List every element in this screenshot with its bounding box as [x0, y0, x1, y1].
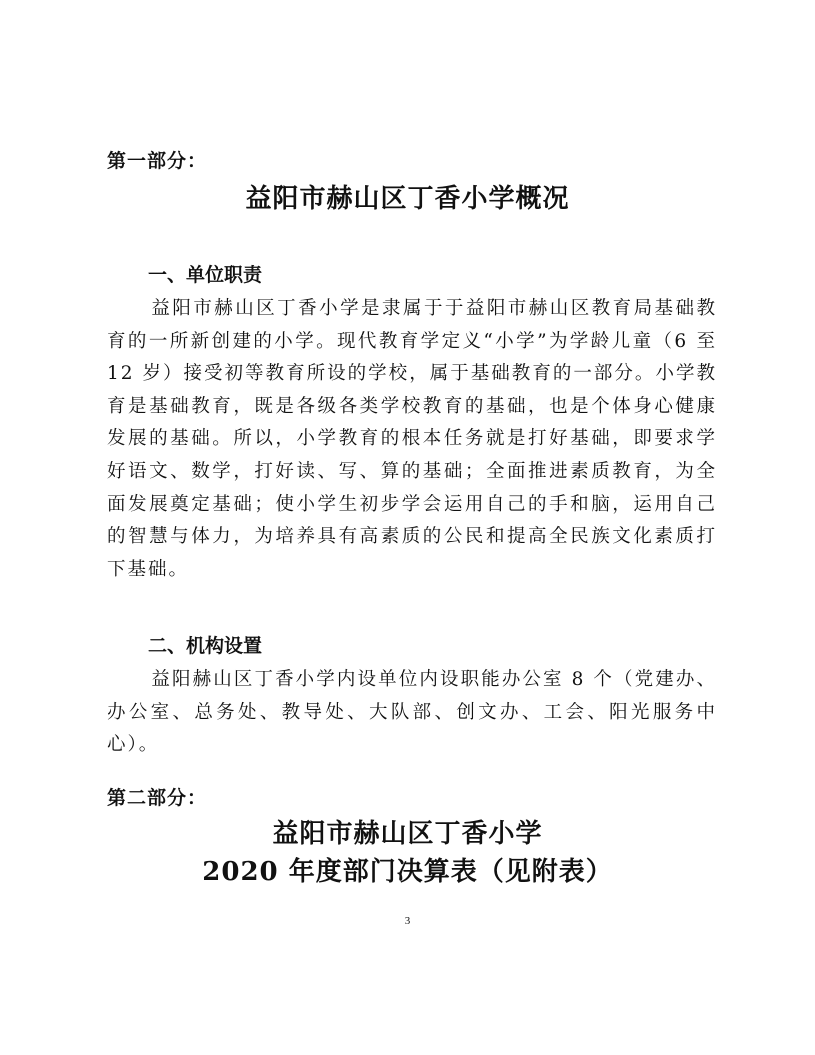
section-heading-responsibilities: 一、单位职责 — [148, 264, 263, 286]
final-accounts-title-line2: 2020 年度部门决算表（见附表） — [202, 857, 613, 887]
section-heading-organization: 二、机构设置 — [148, 635, 263, 657]
responsibilities-paragraph: 益阳市赫山区丁香小学是隶属于于益阳市赫山区教育局基础教育的一所新创建的小学。现代教育学定义“小学”为学龄儿童（6 至 12 岁）接受初等教育所设的学校，属于基础教育的一部分。小学教育是基础教育，既是各级各类学校教育的基础，也是个体身心健康发展的基础。所以，小学教育的根本任务就是打好基础，即要求学好语文、数学，打好读、写、算的基础；全面推进素质教育，为全面发展奠定基础；使小学生初步学会运用自己的手和脑，运用自己的智慧与体力，为培养具有高素质的公民和提高全民族文化素质打下基础。 — [107, 298, 717, 580]
part-one-label: 第一部分： — [107, 150, 208, 172]
organization-paragraph: 益阳赫山区丁香小学内设单位内设职能办公室 8 个（党建办、办公室、总务处、教导处、大队部、创文办、工会、阳光服务中心）。 — [107, 669, 717, 756]
page-number: 3 — [404, 915, 411, 927]
school-overview-title: 益阳市赫山区丁香小学概况 — [245, 184, 570, 214]
final-accounts-title-line1: 益阳市赫山区丁香小学 — [272, 819, 543, 849]
part-two-label: 第二部分： — [107, 787, 208, 809]
